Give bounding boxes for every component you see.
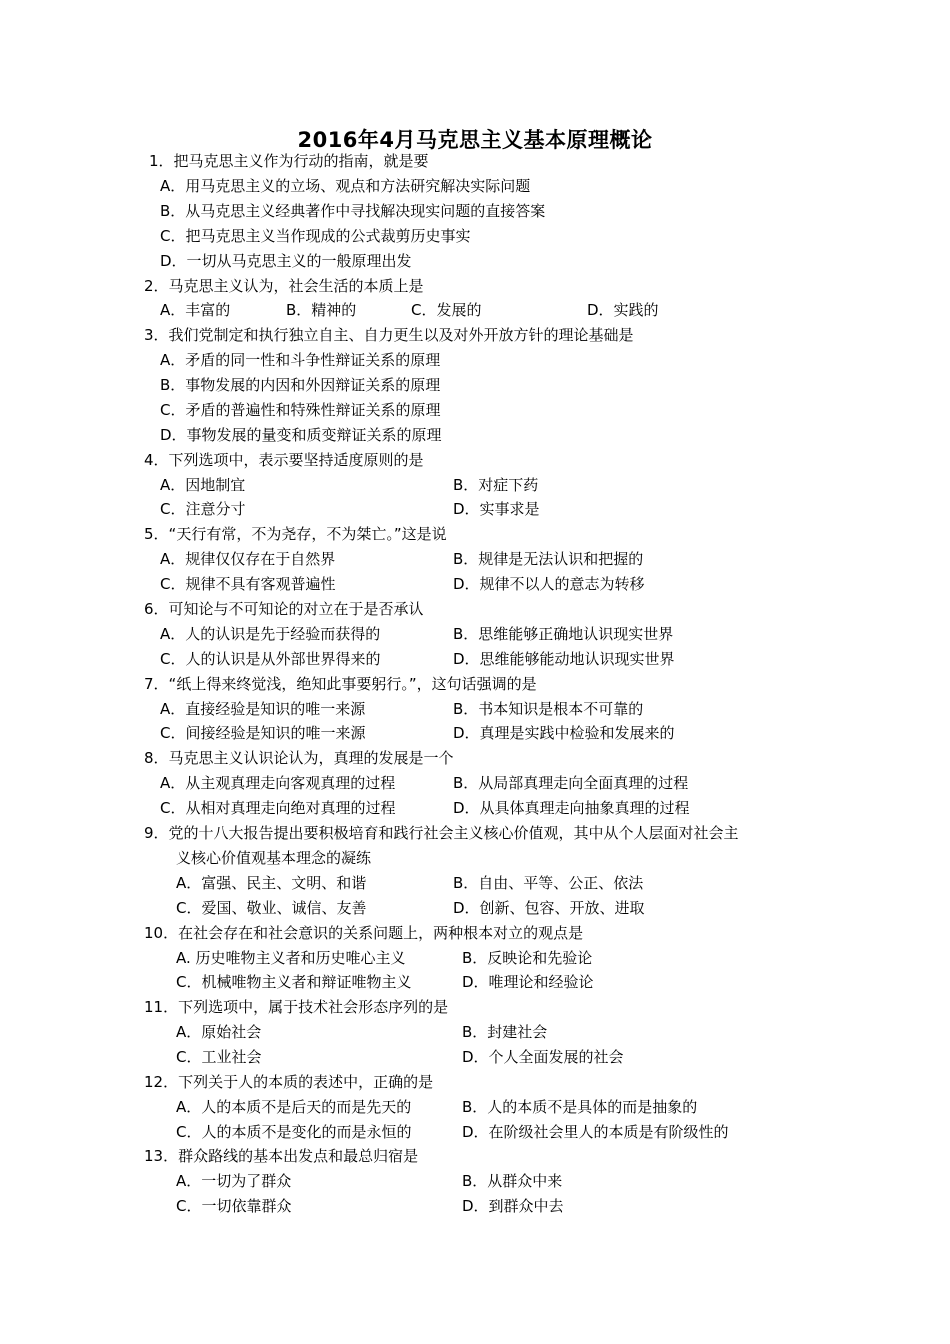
question-11-option-d: D．个人全面发展的社会: [462, 1048, 624, 1066]
question-10-option-b: B．反映论和先验论: [462, 949, 593, 967]
question-13-stem: 13．群众路线的基本出发点和最总归宿是: [144, 1147, 419, 1165]
question-4-option-c: C．注意分寸: [160, 500, 246, 518]
question-6-option-d: D．思维能够能动地认识现实世界: [453, 650, 675, 668]
question-9-option-c: C．爱国、敬业、诚信、友善: [176, 899, 367, 917]
question-11-option-a: A．原始社会: [176, 1023, 262, 1041]
question-10-option-c: C．机械唯物主义者和辩证唯物主义: [176, 973, 412, 991]
question-2-option-d: D．实践的: [587, 301, 659, 319]
question-3-option-a: A．矛盾的同一性和斗争性辩证关系的原理: [160, 351, 441, 369]
question-8-option-a: A．从主观真理走向客观真理的过程: [160, 774, 396, 792]
question-6-option-b: B．思维能够正确地认识现实世界: [453, 625, 674, 643]
question-2-option-c: C．发展的: [411, 301, 482, 319]
question-3-stem: 3．我们党制定和执行独立自主、自力更生以及对外开放方针的理论基础是: [144, 326, 634, 344]
question-7-option-c: C．间接经验是知识的唯一来源: [160, 724, 366, 742]
question-10-option-d: D．唯理论和经验论: [462, 973, 594, 991]
question-4-stem: 4．下列选项中，表示要坚持适度原则的是: [144, 451, 424, 469]
question-13-option-c: C．一切依靠群众: [176, 1197, 292, 1215]
question-13-option-b: B．从群众中来: [462, 1172, 563, 1190]
question-9-stem-continued: 义核心价值观基本理念的凝练: [176, 849, 372, 867]
question-6-stem: 6．可知论与不可知论的对立在于是否承认: [144, 600, 424, 618]
question-5-option-c: C．规律不具有客观普遍性: [160, 575, 336, 593]
question-6-option-a: A．人的认识是先于经验而获得的: [160, 625, 381, 643]
question-1-stem: 1．把马克思主义作为行动的指南，就是要: [149, 152, 429, 170]
question-4-option-d: D．实事求是: [453, 500, 540, 518]
question-2-option-a: A．丰富的: [160, 301, 231, 319]
question-8-option-b: B．从局部真理走向全面真理的过程: [453, 774, 689, 792]
question-8-option-d: D．从具体真理走向抽象真理的过程: [453, 799, 690, 817]
question-6-option-c: C．人的认识是从外部世界得来的: [160, 650, 381, 668]
question-2-option-b: B．精神的: [286, 301, 357, 319]
question-10-stem: 10．在社会存在和社会意识的关系问题上，两种根本对立的观点是: [144, 924, 584, 942]
question-7-stem: 7．“纸上得来终觉浅，绝知此事要躬行。”，这句话强调的是: [144, 675, 537, 693]
question-13-option-a: A．一切为了群众: [176, 1172, 292, 1190]
question-10-option-a: A. 历史唯物主义者和历史唯心主义: [176, 949, 406, 967]
question-5-option-d: D．规律不以人的意志为转移: [453, 575, 645, 593]
question-3-option-b: B．事物发展的内因和外因辩证关系的原理: [160, 376, 441, 394]
question-2-stem: 2．马克思主义认为，社会生活的本质上是: [144, 277, 424, 295]
question-3-option-d: D．事物发展的量变和质变辩证关系的原理: [160, 426, 442, 444]
question-11-option-b: B．封建社会: [462, 1023, 548, 1041]
question-9-option-d: D．创新、包容、开放、进取: [453, 899, 645, 917]
question-1-option-a: A．用马克思主义的立场、观点和方法研究解决实际问题: [160, 177, 531, 195]
question-9-option-a: A．富强、民主、文明、和谐: [176, 874, 367, 892]
question-11-option-c: C．工业社会: [176, 1048, 262, 1066]
question-9-option-b: B．自由、平等、公正、依法: [453, 874, 644, 892]
question-13-option-d: D．到群众中去: [462, 1197, 564, 1215]
question-1-option-b: B．从马克思主义经典著作中寻找解决现实问题的直接答案: [160, 202, 546, 220]
question-11-stem: 11．下列选项中，属于技术社会形态序列的是: [144, 998, 449, 1016]
question-12-option-d: D．在阶级社会里人的本质是有阶级性的: [462, 1123, 729, 1141]
question-7-option-a: A．直接经验是知识的唯一来源: [160, 700, 366, 718]
document-title: 2016年4月马克思主义基本原理概论: [297, 128, 653, 152]
question-12-option-c: C．人的本质不是变化的而是永恒的: [176, 1123, 412, 1141]
question-8-option-c: C．从相对真理走向绝对真理的过程: [160, 799, 396, 817]
question-12-option-a: A．人的本质不是后天的而是先天的: [176, 1098, 412, 1116]
question-7-option-d: D．真理是实践中检验和发展来的: [453, 724, 675, 742]
question-12-option-b: B．人的本质不是具体的而是抽象的: [462, 1098, 698, 1116]
question-4-option-b: B．对症下药: [453, 476, 539, 494]
question-5-stem: 5．“天行有常，不为尧存，不为桀亡。”这是说: [144, 525, 447, 543]
question-1-option-d: D．一切从马克思主义的一般原理出发: [160, 252, 412, 270]
question-4-option-a: A．因地制宜: [160, 476, 246, 494]
question-5-option-a: A．规律仅仅存在于自然界: [160, 550, 336, 568]
question-8-stem: 8．马克思主义认识论认为，真理的发展是一个: [144, 749, 454, 767]
question-12-stem: 12．下列关于人的本质的表述中，正确的是: [144, 1073, 434, 1091]
question-9-stem: 9．党的十八大报告提出要积极培育和践行社会主义核心价值观，其中从个人层面对社会主: [144, 824, 739, 842]
question-5-option-b: B．规律是无法认识和把握的: [453, 550, 644, 568]
question-3-option-c: C．矛盾的普遍性和特殊性辩证关系的原理: [160, 401, 441, 419]
question-1-option-c: C．把马克思主义当作现成的公式裁剪历史事实: [160, 227, 471, 245]
question-7-option-b: B．书本知识是根本不可靠的: [453, 700, 644, 718]
